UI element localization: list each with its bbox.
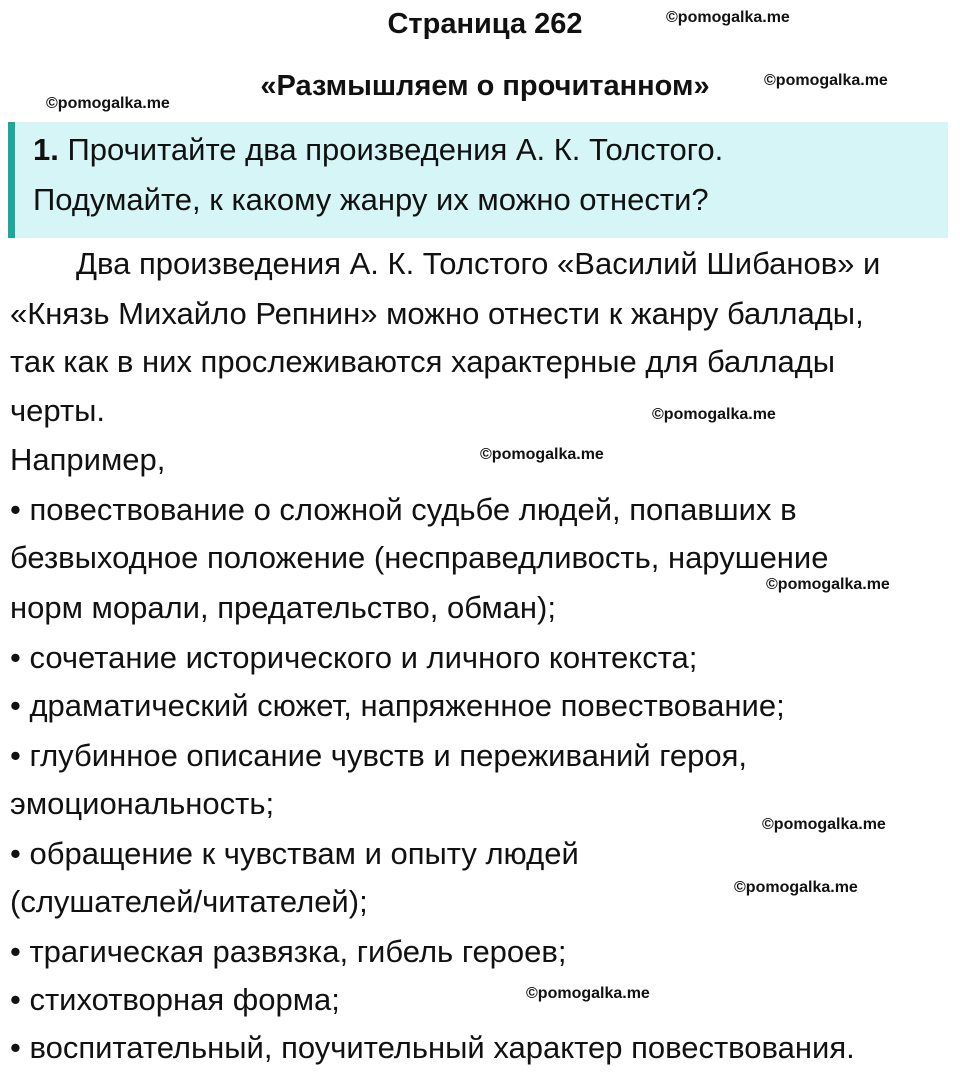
list-item: • повествование о сложной судьбе людей, попавших в [10, 492, 797, 527]
list-item: • сочетание исторического и личного контекста; [10, 640, 698, 675]
list-item: • стихотворная форма; [10, 982, 340, 1017]
answer-line: «Князь Михайло Репнин» можно отнести к жанру баллады, [10, 296, 864, 331]
page-title: Страница 262 [387, 8, 583, 40]
list-item-continuation: эмоциональность; [10, 786, 275, 821]
answer-line: Два произведения А. К. Толстого «Василий Шибанов» и [76, 246, 881, 281]
list-item: • обращение к чувствам и опыту людей [10, 836, 579, 871]
question-box [8, 122, 948, 238]
watermark: ©pomogalka.me [526, 985, 650, 1002]
list-item: • воспитательный, поучительный характер повествования. [10, 1030, 855, 1065]
watermark: ©pomogalka.me [666, 9, 790, 26]
question-line-2: Подумайте, к какому жанру их можно отнести? [33, 182, 709, 217]
list-item: • драматический сюжет, напряженное повествование; [10, 688, 785, 723]
answer-line: так как в них прослеживаются характерные для баллады [10, 344, 836, 379]
answer-line: черты. [10, 393, 106, 428]
list-item-continuation: безвыходное положение (несправедливость, нарушение [10, 540, 829, 575]
question-text-1: Прочитайте два произведения А. К. Толстого. [67, 132, 724, 167]
question-number: 1. [33, 132, 59, 167]
watermark: ©pomogalka.me [766, 576, 890, 593]
section-title: «Размышляем о прочитанном» [260, 70, 710, 102]
watermark: ©pomogalka.me [734, 879, 858, 896]
answer-line: Например, [10, 442, 166, 477]
watermark: ©pomogalka.me [762, 816, 886, 833]
list-item-continuation: (слушателей/читателей); [10, 884, 368, 919]
list-item: • трагическая развязка, гибель героев; [10, 934, 567, 969]
watermark: ©pomogalka.me [652, 406, 776, 423]
watermark: ©pomogalka.me [480, 446, 604, 463]
list-item-continuation: норм морали, предательство, обман); [10, 590, 556, 625]
watermark: ©pomogalka.me [764, 72, 888, 89]
watermark: ©pomogalka.me [46, 95, 170, 112]
list-item: • глубинное описание чувств и переживаний героя, [10, 738, 747, 773]
question-line-1 [33, 130, 723, 170]
